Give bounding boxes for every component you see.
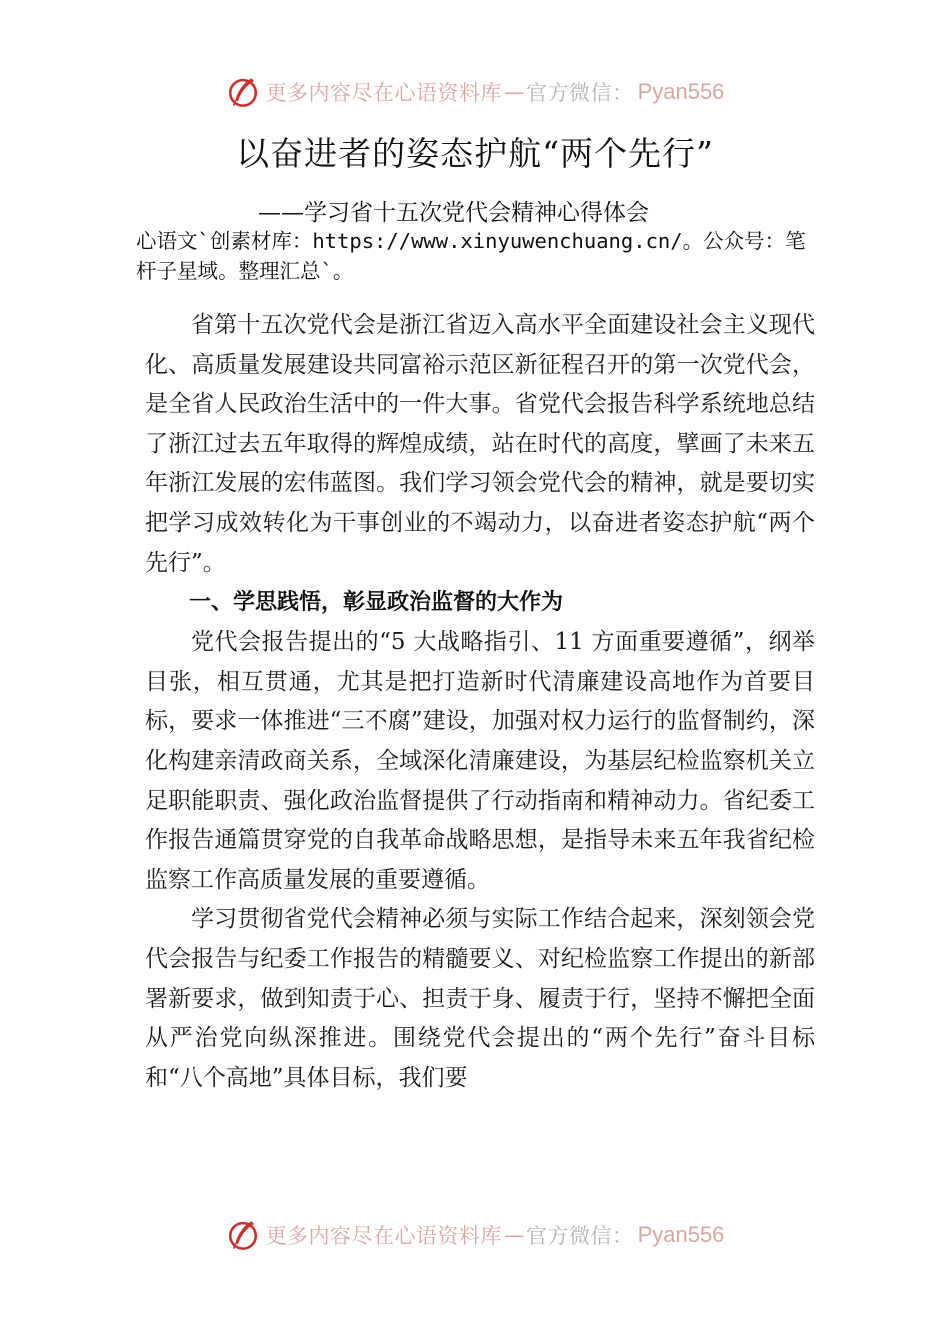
paragraph-1: 省第十五次党代会是浙江省迈入高水平全面建设社会主义现代化、高质量发展建设共同富裕示范区新征程召开的第一次党代会，是全省人民政治生活中的一件大事。省党代会报告科学系统地总结了浙江过去五年取得的辉煌成绩，站在时代的高度，擘画了未来五年浙江发展的宏伟蓝图。我们学习领会党代会的精神，就是要切实把学习成效转化为干事创业的不竭动力，以奋进者姿态护航“两个先行”。 [145, 312, 815, 576]
document-title: 以奋进者的姿态护航“两个先行” [236, 134, 714, 173]
banner-wechat-id: Pyan556 [637, 1222, 725, 1247]
header-banner [0, 70, 950, 114]
quill-pen-logo-icon [226, 75, 260, 109]
banner-main-text: 更多内容尽在心语资料库 [265, 1224, 503, 1248]
banner-official-label: 官方微信： [526, 1224, 634, 1248]
document-body [145, 306, 815, 1098]
banner-dash: — [504, 80, 525, 104]
document-subtitle: ——学习省十五次党代会精神心得体会 [258, 200, 649, 226]
quill-pen-logo-icon [226, 1218, 260, 1252]
paragraph-2: 党代会报告提出的“5 大战略指引、11 方面重要遵循”，纲举目张，相互贯通，尤其是把打造新时代清廉建设高地作为首要目标，要求一体推进“三不腐”建设，加强对权力运行的监督制约，深化构建亲清政商关系，全域深化清廉建设，为基层纪检监察机关立足职能职责、强化政治监督提供了行动指南和精神动力。省纪委工作报告通篇贯穿党的自我革命战略思想，是指导未来五年我省纪检监察工作高质量发展的重要遵循。 [145, 629, 815, 893]
paragraph-3: 学习贯彻省党代会精神必须与实际工作结合起来，深刻领会党代会报告与纪委工作报告的精髓要义、对纪检监察工作提出的新部署新要求，做到知责于心、担责于身、履责于行，坚持不懈把全面从严治党向纵深推进。围绕党代会提出的“两个先行”奋斗目标和“八个高地”具体目标，我们要 [145, 906, 815, 1091]
section-heading-1: 一、学思践悟，彰显政治监督的大作为 [189, 590, 564, 616]
footer-banner [0, 1213, 950, 1257]
banner-wechat-id: Pyan556 [637, 79, 725, 104]
banner-main-text: 更多内容尽在心语资料库 [265, 81, 503, 105]
banner-dash: — [504, 1223, 525, 1247]
banner-official-label: 官方微信： [526, 81, 634, 105]
source-note: 心语文`创素材库：https://www.xinyuwenchuang.cn/。公众号：笔杆子星域。整理汇总`。 [136, 229, 806, 283]
